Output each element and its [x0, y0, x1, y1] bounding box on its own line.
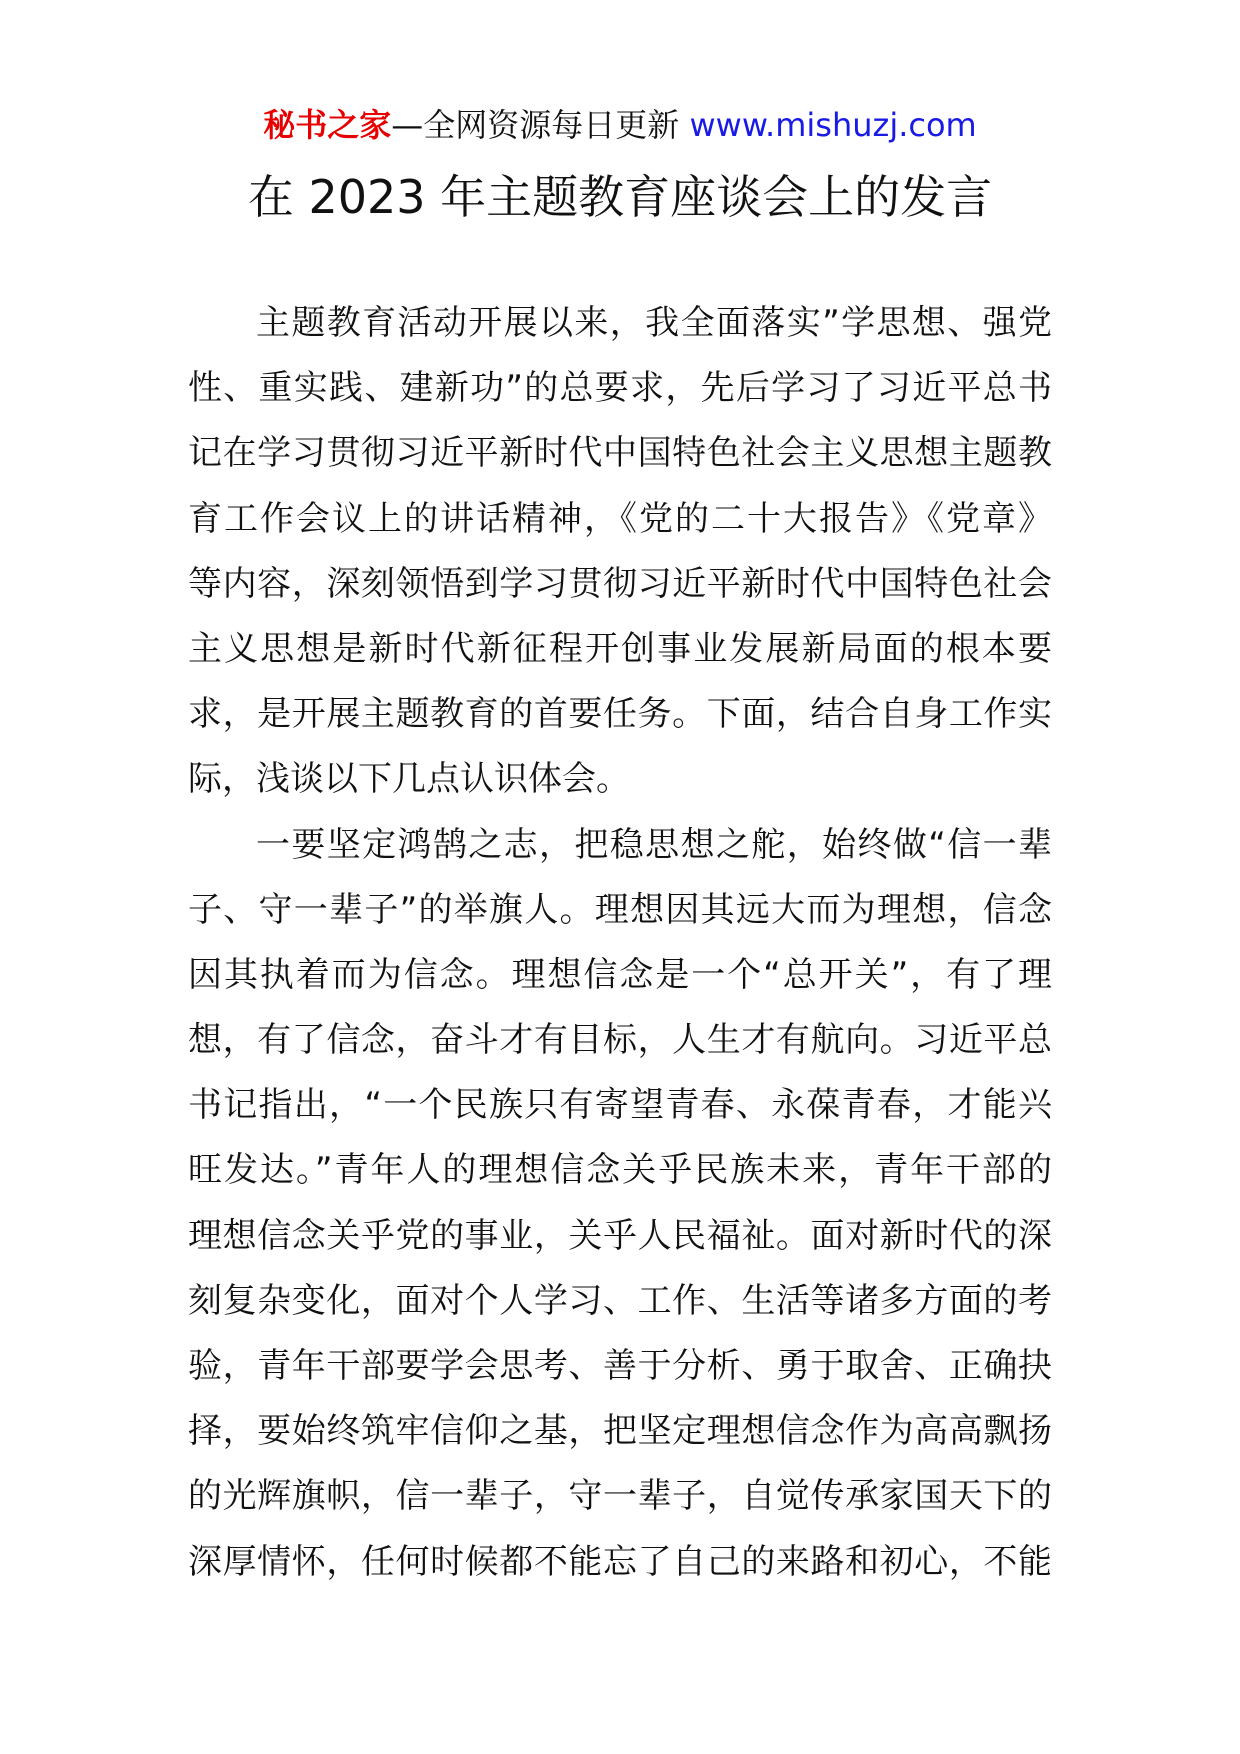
body-line: 性、重实践、建新功”的总要求，先后学习了习近平总书: [188, 368, 1052, 409]
body-line: 主义思想是新时代新征程开创事业发展新局面的根本要: [188, 628, 1052, 669]
body-line: 旺发达。”青年人的理想信念关乎民族未来，青年干部的: [188, 1150, 1052, 1191]
body-line: 记在学习贯彻习近平新时代中国特色社会主义思想主题教: [188, 433, 1052, 474]
body-line: 一要坚定鸿鹄之志，把稳思想之舵，始终做“信一辈: [256, 824, 1052, 865]
site-tagline: —全网资源每日更新: [391, 106, 690, 144]
body-line: 因其执着而为信念。理想信念是一个“总开关”，有了理: [188, 954, 1052, 995]
document-title: 在 2023 年主题教育座谈会上的发言: [247, 170, 993, 224]
body-line: 际，浅谈以下几点认识体会。: [188, 759, 630, 800]
site-url-link[interactable]: www.mishuzj.com: [689, 106, 977, 144]
body-line: 子、守一辈子”的举旗人。理想因其远大而为理想，信念: [188, 889, 1052, 930]
site-header: [0, 103, 1240, 147]
body-line: 求，是开展主题教育的首要任务。下面，结合自身工作实: [188, 694, 1052, 735]
document-body: [188, 291, 1052, 1595]
body-line: 想，有了信念，奋斗才有目标，人生才有航向。习近平总: [188, 1020, 1052, 1061]
body-line: 深厚情怀，任何时候都不能忘了自己的来路和初心，不能: [188, 1541, 1052, 1582]
body-line: 理想信念关乎党的事业，关乎人民福祉。面对新时代的深: [188, 1215, 1052, 1256]
body-line: 的光辉旗帜，信一辈子，守一辈子，自觉传承家国天下的: [188, 1476, 1052, 1517]
body-line: 育工作会议上的讲话精神，《党的二十大报告》《党章》: [188, 498, 1052, 539]
body-line: 刻复杂变化，面对个人学习、工作、生活等诸多方面的考: [188, 1280, 1052, 1321]
body-line: 等内容，深刻领悟到学习贯彻习近平新时代中国特色社会: [188, 563, 1052, 604]
brand-name: 秘书之家: [263, 106, 392, 144]
body-line: 书记指出，“一个民族只有寄望青春、永葆青春，才能兴: [188, 1085, 1052, 1126]
body-line: 验，青年干部要学会思考、善于分析、勇于取舍、正确抉: [188, 1346, 1052, 1386]
body-line: 主题教育活动开展以来，我全面落实”学思想、强党: [256, 303, 1052, 343]
body-line: 择，要始终筑牢信仰之基，把坚定理想信念作为高高飘扬: [188, 1411, 1052, 1452]
